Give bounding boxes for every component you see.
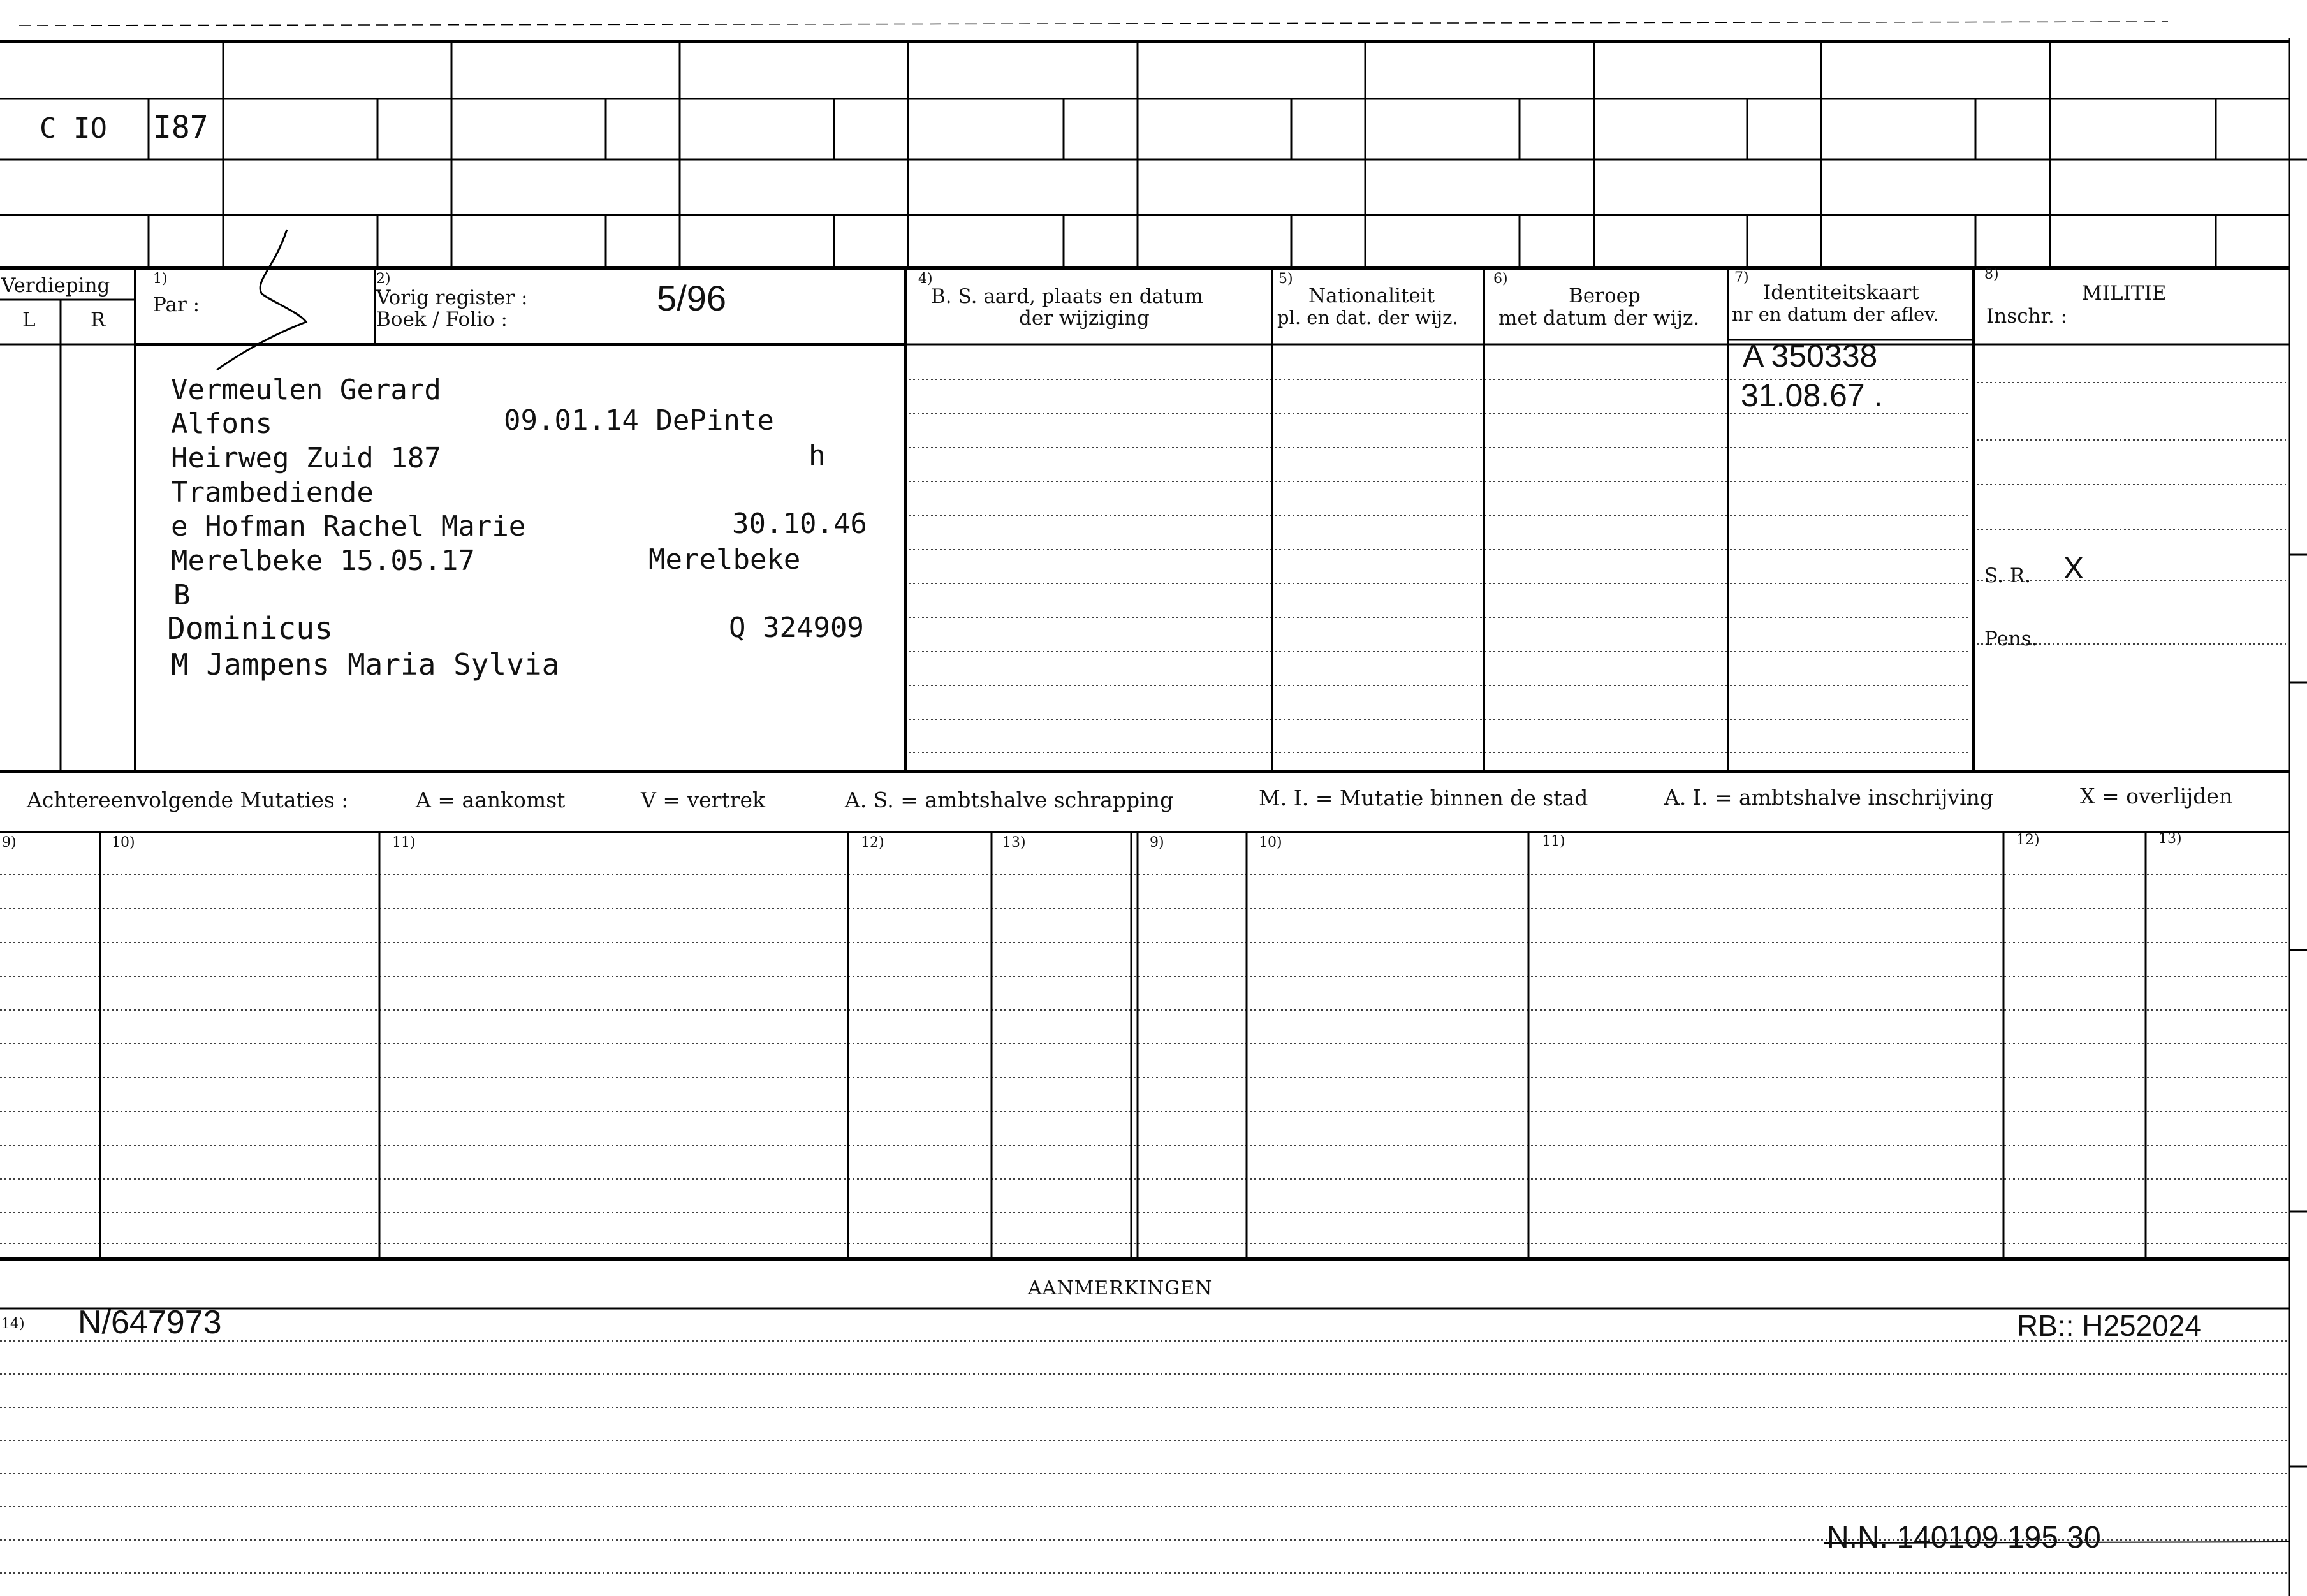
record-mother: M Jampens Maria Sylvia [171,647,560,682]
mutation-legend-a: A = aankomst [416,787,566,812]
mutation-col-13-left: 13) [1002,835,1026,851]
record-name: Vermeulen Gerard [171,374,441,406]
remarks-nn-number: N.N. 140109 195 30 [1827,1521,2101,1555]
militie-header: MILITIE [2082,282,2167,305]
record-code: Q 324909 [729,611,864,644]
par-label: Par : [153,293,200,316]
top-grid-ref-right: I87 [153,110,209,145]
remarks-nnumber: N/647973 [78,1304,222,1341]
record-spouse-date: 30.10.46 [732,508,867,540]
bs-header-line1: B. S. aard, plaats en datum [931,285,1203,308]
record-spouse-birth: Merelbeke 15.05.17 [171,545,475,577]
verdieping-r: R [91,309,106,332]
inschr-label: Inschr. : [1986,305,2068,328]
folio-value: 5/96 [657,278,726,318]
vorig-register-label: Vorig register : [376,286,528,309]
nationaliteit-header-line2: pl. en dat. der wijz. [1277,307,1458,328]
col-num-6: 6) [1493,271,1508,287]
mutation-col-12-left: 12) [861,835,884,851]
remarks-rb: RB:: H252024 [2017,1309,2201,1342]
col-num-1: 1) [153,271,168,287]
sr-value: X [2063,552,2084,585]
beroep-header-line1: Beroep [1569,284,1641,307]
boek-folio-label: Boek / Folio : [376,308,508,331]
id-card-date: 31.08.67 . [1741,377,1883,413]
record-mark: h [809,439,826,472]
col-num-2: 2) [376,271,391,287]
record-occupation: Trambediende [171,476,374,509]
record-b: B [173,579,191,611]
mutation-col-10-left: 10) [112,835,135,851]
mutation-legend-v: V = vertrek [641,787,765,812]
record-address: Heirweg Zuid 187 [171,442,441,474]
mutation-col-9-right: 9) [1150,835,1164,851]
identiteitskaart-header-line1: Identiteitskaart [1763,281,1919,304]
mutation-legend-mi: M. I. = Mutatie binnen de stad [1259,786,1588,810]
col-num-4: 4) [918,271,933,287]
mutation-col-10-right: 10) [1259,835,1282,851]
record-spouse-place: Merelbeke [648,543,801,576]
identiteitskaart-header-line2: nr en datum der aflev. [1732,304,1939,325]
verdieping-l: L [22,309,36,332]
mutation-col-13-right: 13) [2158,831,2182,847]
mutations-title: Achtereenvolgende Mutaties : [27,787,349,812]
col-num-7: 7) [1734,270,1749,286]
top-grid-ref-left: C IO [40,112,107,145]
verdieping-header: Verdieping [1,274,110,297]
record-father: Dominicus [167,611,333,647]
mutation-col-11-left: 11) [392,835,416,851]
remarks-title: AANMERKINGEN [1028,1277,1213,1299]
nationaliteit-header-line1: Nationaliteit [1308,284,1435,307]
record-given-name: Alfons [171,407,272,440]
remarks-num-14: 14) [1,1316,25,1332]
record-spouse: e Hofman Rachel Marie [171,510,526,543]
record-birth: 09.01.14 DePinte [504,404,774,437]
id-card-number: A 350338 [1743,338,1878,374]
mutation-legend-x: X = overlijden [2080,784,2233,809]
sr-label: S. R. [1984,564,2032,587]
mutation-legend-as: A. S. = ambtshalve schrapping [845,787,1174,812]
col-num-5: 5) [1278,271,1293,287]
mutation-col-11-right: 11) [1542,833,1565,849]
mutation-legend-ai: A. I. = ambtshalve inschrijving [1664,785,1994,810]
pens-label: Pens. [1984,627,2038,650]
beroep-header-line2: met datum der wijz. [1498,307,1700,330]
bs-header-line2: der wijziging [1019,307,1150,330]
col-num-8: 8) [1984,267,1999,282]
mutation-col-9-left: 9) [2,835,17,851]
mutation-col-12-right: 12) [2016,832,2040,848]
